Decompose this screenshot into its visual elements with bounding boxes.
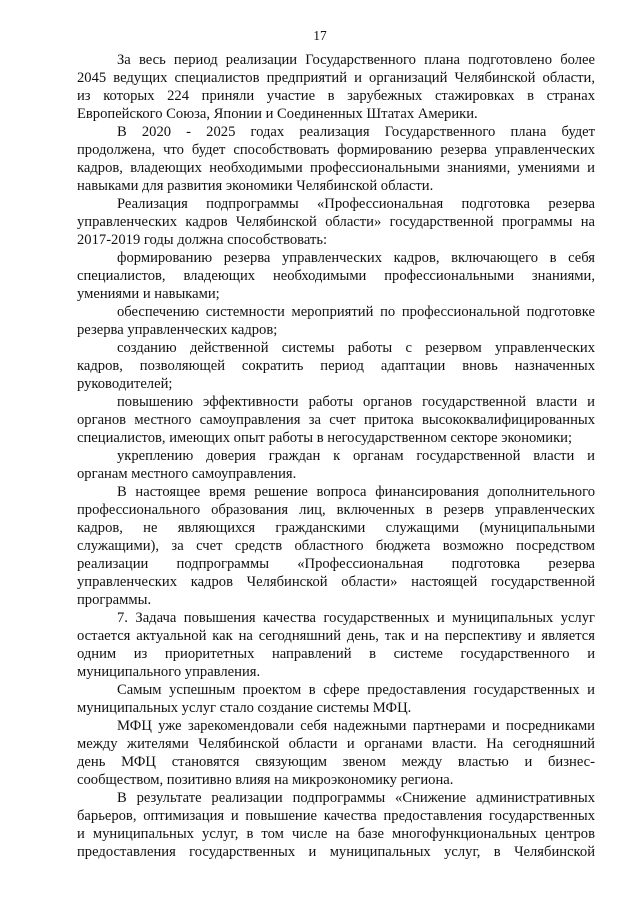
text-line: и муниципальных услуг, в том числе на базе многофункциональных центров bbox=[77, 826, 595, 842]
paragraph bbox=[77, 249, 595, 303]
text-line: муниципального управления. bbox=[77, 664, 261, 680]
text-line: созданию действенной системы работы с резервом управленческих bbox=[117, 340, 595, 356]
text-line: Европейского Союза, Японии и Соединенных Штатах Америки. bbox=[77, 106, 478, 122]
text-line: повышению эффективности работы органов государственной власти и bbox=[117, 394, 595, 410]
paragraph bbox=[77, 681, 595, 717]
page-number: 17 bbox=[313, 28, 327, 43]
text-line: между жителями Челябинской области и органами власти. На сегодняшний bbox=[77, 736, 595, 752]
text-line: обеспечению системности мероприятий по профессиональной подготовке bbox=[117, 304, 595, 320]
text-line: служащими), за счет средств областного бюджета возможно посредством bbox=[77, 538, 595, 554]
text-line: специалистов, владеющих необходимыми профессиональными знаниями, bbox=[77, 268, 595, 284]
paragraph bbox=[77, 483, 595, 609]
text-line: из которых 224 приняли участие в зарубежных стажировках в странах bbox=[77, 88, 595, 104]
text-line: одним из приоритетных направлений в системе государственного и bbox=[77, 646, 595, 662]
text-line: продолжена, что будет способствовать формированию резерва управленческих bbox=[77, 142, 595, 158]
paragraph bbox=[77, 789, 595, 861]
text-line: барьеров, оптимизация и повышение качества предоставления государственных bbox=[77, 808, 595, 824]
text-line: Реализация подпрограммы «Профессиональная подготовка резерва bbox=[117, 196, 595, 212]
text-line: укреплению доверия граждан к органам государственной власти и bbox=[117, 448, 595, 464]
text-line: В результате реализации подпрограммы «Снижение административных bbox=[117, 790, 595, 806]
text-line: профессионального образования лиц, включенных в резерв управленческих bbox=[77, 502, 595, 518]
text-line: формированию резерва управленческих кадров, включающего в себя bbox=[117, 250, 595, 266]
text-line: За весь период реализации Государственного плана подготовлено более bbox=[117, 52, 595, 68]
text-line: предоставления государственных и муниципальных услуг, в Челябинской bbox=[77, 844, 595, 860]
text-line: специалистов, имеющих опыт работы в негосударственном секторе экономики; bbox=[77, 430, 573, 446]
text-line: 2017-2019 годы должна способствовать: bbox=[77, 232, 328, 248]
text-line: органам местного самоуправления. bbox=[77, 466, 297, 482]
text-line: кадров, позволяющей сократить период адаптации вновь назначенных bbox=[77, 358, 595, 374]
document-body bbox=[77, 51, 595, 861]
text-line: МФЦ уже зарекомендовали себя надежными партнерами и посредниками bbox=[117, 718, 595, 734]
paragraph bbox=[77, 195, 595, 249]
paragraph bbox=[77, 51, 595, 123]
text-line: остается актуальной как на сегодняшний день, так и на перспективу и является bbox=[77, 628, 595, 644]
text-line: Самым успешным проектом в сфере предоставления государственных и bbox=[117, 682, 595, 698]
paragraph bbox=[77, 123, 595, 195]
text-line: управленческих кадров Челябинской области» настоящей государственной bbox=[77, 574, 595, 590]
text-line: органов местного самоуправления за счет притока высококвалифицированных bbox=[77, 412, 595, 428]
text-line: управленческих кадров Челябинской области» государственной программы на bbox=[77, 214, 595, 230]
text-line: программы. bbox=[77, 592, 152, 608]
text-line: день МФЦ становятся связующим звеном между властью и бизнес- bbox=[77, 754, 595, 770]
paragraph bbox=[77, 303, 595, 339]
text-line: 7. Задача повышения качества государственных и муниципальных услуг bbox=[117, 610, 595, 626]
text-line: В 2020 - 2025 годах реализация Государственного плана будет bbox=[117, 124, 595, 140]
paragraph bbox=[77, 393, 595, 447]
text-line: навыками для развития экономики Челябинской области. bbox=[77, 178, 434, 194]
paragraph bbox=[77, 717, 595, 789]
text-line: кадров, не являющихся гражданскими служащими (муниципальными bbox=[77, 520, 595, 536]
text-line: реализации подпрограммы «Профессиональная подготовка резерва bbox=[77, 556, 595, 572]
text-line: руководителей; bbox=[77, 376, 173, 392]
text-line: умениями и навыками; bbox=[77, 286, 220, 302]
text-line: В настоящее время решение вопроса финансирования дополнительного bbox=[117, 484, 595, 500]
paragraph bbox=[77, 609, 595, 681]
paragraph bbox=[77, 339, 595, 393]
text-line: муниципальных услуг стало создание системы МФЦ. bbox=[77, 700, 412, 716]
text-line: 2045 ведущих специалистов предприятий и организаций Челябинской области, bbox=[77, 70, 595, 86]
text-line: кадров, владеющих необходимыми профессиональными знаниями, умениями и bbox=[77, 160, 595, 176]
text-line: сообществом, позитивно влияя на микроэкономику региона. bbox=[77, 772, 454, 788]
text-line: резерва управленческих кадров; bbox=[77, 322, 278, 338]
paragraph bbox=[77, 447, 595, 483]
